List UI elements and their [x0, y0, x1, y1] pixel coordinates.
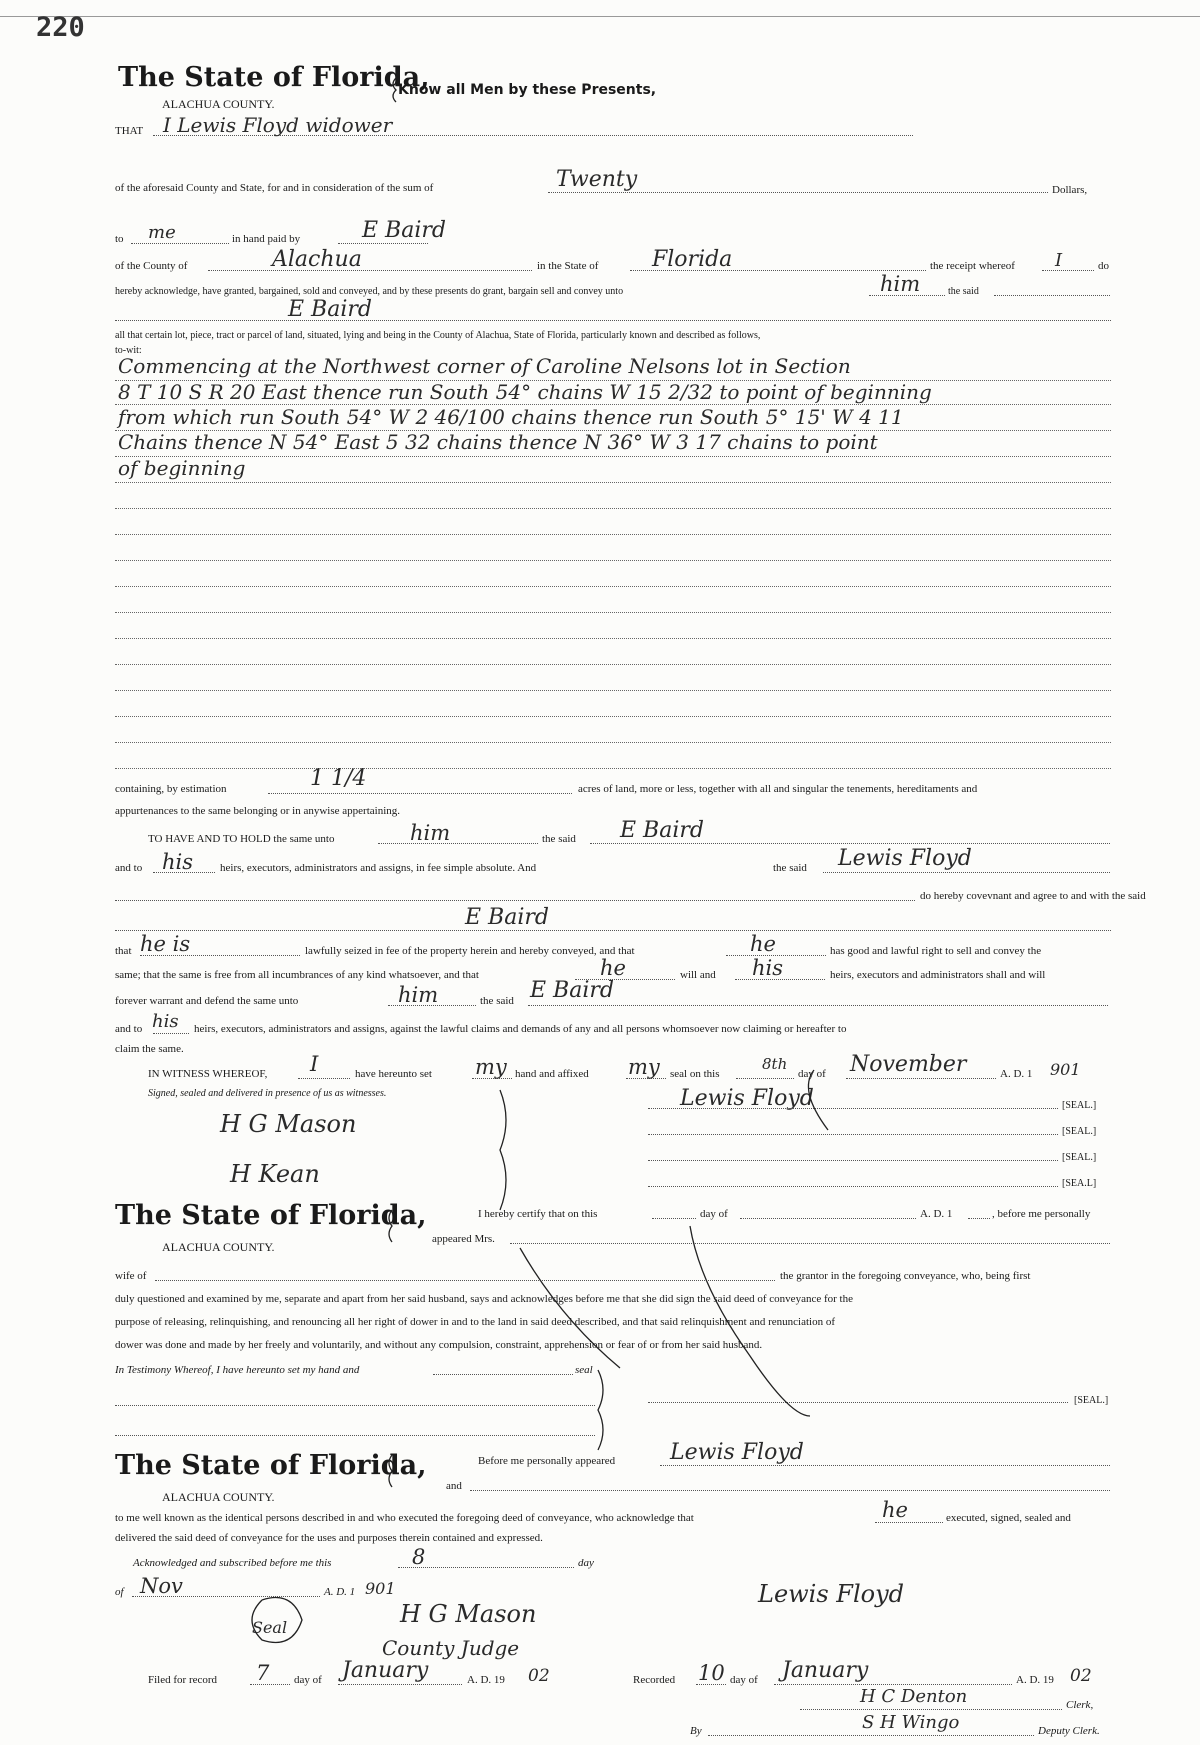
wife-seal-label: [SEAL.]	[1074, 1395, 1109, 1406]
testimony-text: In Testimony Whereof, I have hereunto set my hand and	[115, 1364, 360, 1376]
strike-stroke-1	[520, 1248, 620, 1368]
acknowledge-text: hereby acknowledge, have granted, bargained, sold and conveyed, and by these presents do grant, bargain sell and convey unto	[115, 286, 624, 297]
delivered-text: delivered the said deed of conveyance for the uses and purposes therein contained and expressed.	[115, 1532, 543, 1544]
sum-handwriting: Twenty	[556, 167, 638, 192]
seal-label-4: [SEA.L]	[1062, 1178, 1097, 1189]
appeared-mrs-label: appeared Mrs.	[432, 1233, 495, 1245]
seal-label-1: [SEAL.]	[1062, 1100, 1097, 1111]
testimony-seal-word: seal	[575, 1364, 593, 1376]
free-he-handwriting: he	[600, 956, 626, 980]
warrant-him-handwriting: him	[398, 983, 439, 1007]
paid-by-handwriting: E Baird	[362, 218, 446, 243]
will-his-handwriting: his	[752, 956, 784, 980]
ack-brace	[389, 1455, 392, 1487]
unto-handwriting: him	[880, 272, 921, 296]
grantor-conveyance-text: the grantor in the foregoing conveyance, who, being first	[780, 1270, 1031, 1282]
county-label: ALACHUA COUNTY.	[162, 97, 275, 111]
witness-brace	[500, 1090, 506, 1210]
warrant-text: forever warrant and defend the same unto	[115, 995, 299, 1007]
seal-on-this-label: seal on this	[670, 1068, 720, 1080]
the-said-2-label: the said	[773, 862, 807, 874]
filed-month-handwriting: January	[342, 1658, 429, 1683]
grantor-handwriting: I Lewis Floyd widower	[163, 113, 393, 137]
day-of-label: day of	[798, 1068, 826, 1080]
grantee-handwriting: E Baird	[288, 297, 372, 322]
description-line-5: of beginning	[118, 456, 246, 480]
state-handwriting: Florida	[652, 247, 733, 272]
grantor-name-handwriting: Lewis Floyd	[838, 846, 972, 871]
the-said-label: the said	[948, 286, 979, 297]
he-is-handwriting: he is	[140, 932, 191, 956]
wife-of-label: wife of	[115, 1270, 147, 1282]
recorded-year-handwriting: 02	[1070, 1666, 1092, 1686]
in-witness-label: IN WITNESS WHEREOF,	[148, 1068, 268, 1080]
has-text: has good and lawful right to sell and convey the	[830, 945, 1042, 957]
that-2-label: that	[115, 945, 132, 957]
hand-handwriting: my	[475, 1055, 507, 1079]
ack-appeared-handwriting: Lewis Floyd	[670, 1440, 804, 1465]
judge-signature: H G Mason	[400, 1600, 537, 1628]
ack-before-me: Before me personally appeared	[478, 1455, 616, 1467]
filed-label: Filed for record	[148, 1674, 218, 1686]
acres-handwriting: 1 1/4	[310, 766, 367, 791]
page-number: 220	[36, 12, 85, 43]
certify-day-of: day of	[700, 1208, 728, 1220]
heirs-exec-text: heirs, executors and administrators shall and will	[830, 969, 1046, 981]
ack-day-label: day	[578, 1557, 594, 1569]
state-title: The State of Florida,	[118, 62, 430, 93]
recorded-ad: A. D. 19	[1016, 1674, 1054, 1686]
have-set-label: have hereunto set	[355, 1068, 432, 1080]
habendum-handwriting: him	[410, 821, 451, 845]
free-text: same; that the same is free from all incumbrances of any kind whatsoever, and that	[115, 969, 479, 981]
wife-cert-brace	[389, 1210, 392, 1242]
acres-text: acres of land, more or less, together with all and singular the tenements, hereditaments and	[578, 783, 978, 795]
well-known-text: to me well known as the identical persons described in and who executed the foregoing deed of conveyance, who acknowledge that	[115, 1512, 694, 1524]
judge-title-handwriting: County Judge	[382, 1636, 520, 1660]
filed-ad: A. D. 19	[467, 1674, 505, 1686]
wife-cert-county: ALACHUA COUNTY.	[162, 1240, 275, 1254]
judge-seal-circle	[252, 1598, 302, 1643]
all-that-text: all that certain lot, piece, tract or parcel of land, situated, lying and being in the County of Alachua, State of Florida, particularly known and described as follows,	[115, 330, 761, 341]
testimony-brace	[598, 1370, 603, 1450]
and-to-2-handwriting: his	[152, 1011, 179, 1032]
judge-seal-handwriting: Seal	[252, 1618, 288, 1637]
wife-cert-state-title: The State of Florida,	[115, 1200, 427, 1231]
to-handwriting: me	[148, 222, 176, 243]
witness-1-signature: H G Mason	[220, 1110, 357, 1138]
description-line-4: Chains thence N 54° East 5 32 chains thence N 36° W 3 17 chains to point	[118, 430, 878, 454]
description-line-2: 8 T 10 S R 20 East thence run South 54° chains W 15 2/32 to point of beginning	[118, 380, 932, 404]
witness-2-signature: H Kean	[230, 1160, 320, 1188]
against-text: heirs, executors, administrators and assigns, against the lawful claims and demands of any and all persons whomsoever now claiming or hereafter to	[194, 1023, 847, 1035]
wife-cert-body-3: dower was done and made by her freely and voluntarily, and without any compulsion, constraint, apprehension or fear of or from her said husband.	[115, 1339, 763, 1351]
description-line-1: Commencing at the Northwest corner of Caroline Nelsons lot in Section	[118, 354, 851, 378]
ack-day-handwriting: 8	[412, 1545, 426, 1569]
acknowledged-label: Acknowledged and subscribed before me this	[133, 1557, 332, 1569]
state-of-label: in the State of	[537, 260, 599, 272]
filed-year-handwriting: 02	[528, 1666, 550, 1686]
know-all-heading: Know all Men by these Presents,	[398, 82, 657, 98]
that-label: THAT	[115, 125, 144, 137]
warrant-grantee-handwriting: E Baird	[530, 978, 614, 1003]
to-label: to	[115, 233, 124, 245]
filed-day-handwriting: 7	[256, 1661, 270, 1685]
will-and-label: will and	[680, 969, 716, 981]
by-label: By	[690, 1725, 702, 1737]
seized-text: lawfully seized in fee of the property herein and hereby conveyed, and that	[305, 945, 635, 957]
consideration-text: of the aforesaid County and State, for and in consideration of the sum of	[115, 182, 434, 194]
certify-text: I hereby certify that on this	[478, 1208, 598, 1220]
ack-month-handwriting: Nov	[140, 1574, 183, 1598]
to-wit-label: to-wit:	[115, 345, 142, 356]
deputy-label: Deputy Clerk.	[1038, 1725, 1100, 1737]
hand-paid-by-label: in hand paid by	[232, 233, 301, 245]
month-handwriting: November	[850, 1052, 967, 1077]
wife-cert-body-1: duly questioned and examined by me, separate and apart from her said husband, says and acknowledges before me that she did sign the said deed of conveyance for the	[115, 1293, 853, 1305]
seal-label-3: [SEAL.]	[1062, 1152, 1097, 1163]
county-handwriting: Alachua	[272, 247, 362, 272]
ack-grantor-signature: Lewis Floyd	[758, 1580, 905, 1608]
description-line-3: from which run South 54° W 2 46/100 chains thence run South 5° 15' W 4 11	[118, 405, 904, 429]
ack-and-label: and	[446, 1480, 462, 1492]
do-label: do	[1098, 260, 1109, 272]
ack-county: ALACHUA COUNTY.	[162, 1490, 275, 1504]
receipt-label: the receipt whereof	[930, 260, 1015, 272]
recorded-month-handwriting: January	[782, 1658, 869, 1683]
seal-label-2: [SEAL.]	[1062, 1126, 1097, 1137]
receipt-handwriting: I	[1055, 250, 1063, 271]
strike-stroke-2	[690, 1226, 810, 1416]
hand-affixed-label: hand and affixed	[515, 1068, 589, 1080]
warrant-said-label: the said	[480, 995, 514, 1007]
strike-stroke-3	[808, 1070, 828, 1130]
signed-sealed-text: Signed, sealed and delivered in presence of us as witnesses.	[148, 1088, 387, 1099]
filed-day-of: day of	[294, 1674, 322, 1686]
seal-handwriting: my	[628, 1055, 660, 1079]
clerk-label: Clerk,	[1066, 1699, 1094, 1711]
deputy-signature: S H Wingo	[862, 1712, 960, 1733]
county-of-label: of the County of	[115, 260, 188, 272]
containing-label: containing, by estimation	[115, 783, 227, 795]
certify-ad: A. D. 1	[920, 1208, 953, 1220]
ack-ad: A. D. 1	[324, 1586, 356, 1598]
seized-he-handwriting: he	[750, 932, 776, 956]
year-handwriting: 901	[1050, 1060, 1081, 1079]
ack-year-handwriting: 901	[365, 1579, 396, 1598]
clerk-signature: H C Denton	[860, 1686, 968, 1707]
habendum-said-label: the said	[542, 833, 576, 845]
ack-of-label: of	[115, 1586, 124, 1598]
heirs-text: heirs, executors, administrators and assigns, in fee simple absolute. And	[220, 862, 537, 874]
habendum-grantee-handwriting: E Baird	[620, 818, 704, 843]
recorded-day-handwriting: 10	[698, 1661, 725, 1685]
recorded-day-of: day of	[730, 1674, 758, 1686]
appurtenances-text: appurtenances to the same belonging or in anywise appertaining.	[115, 805, 400, 817]
header-brace	[393, 78, 396, 102]
day-handwriting: 8th	[762, 1055, 788, 1073]
recorded-label: Recorded	[633, 1674, 676, 1686]
and-to-label: and to	[115, 862, 143, 874]
habendum-label: TO HAVE AND TO HOLD the same unto	[148, 833, 335, 845]
certify-before-me: , before me personally	[992, 1208, 1091, 1220]
claim-text: claim the same.	[115, 1043, 184, 1055]
covenant-grantee-handwriting: E Baird	[465, 905, 549, 930]
and-to-handwriting: his	[162, 850, 194, 874]
ack-state-title: The State of Florida,	[115, 1450, 427, 1481]
ad-label: A. D. 1	[1000, 1068, 1033, 1080]
covenant-text: do hereby covevnant and agree to and with the said	[920, 890, 1146, 902]
witness-i-handwriting: I	[310, 1052, 319, 1076]
executed-text: executed, signed, sealed and	[946, 1512, 1071, 1524]
grantor-signature: Lewis Floyd	[680, 1086, 814, 1111]
well-known-handwriting: he	[882, 1498, 908, 1522]
wife-cert-body-2: purpose of releasing, relinquishing, and renouncing all her right of dower in and to the land in said deed described, and that said relinquishment and renunciation of	[115, 1316, 835, 1328]
dollars-label: Dollars,	[1052, 184, 1088, 196]
and-to-2-label: and to	[115, 1023, 143, 1035]
